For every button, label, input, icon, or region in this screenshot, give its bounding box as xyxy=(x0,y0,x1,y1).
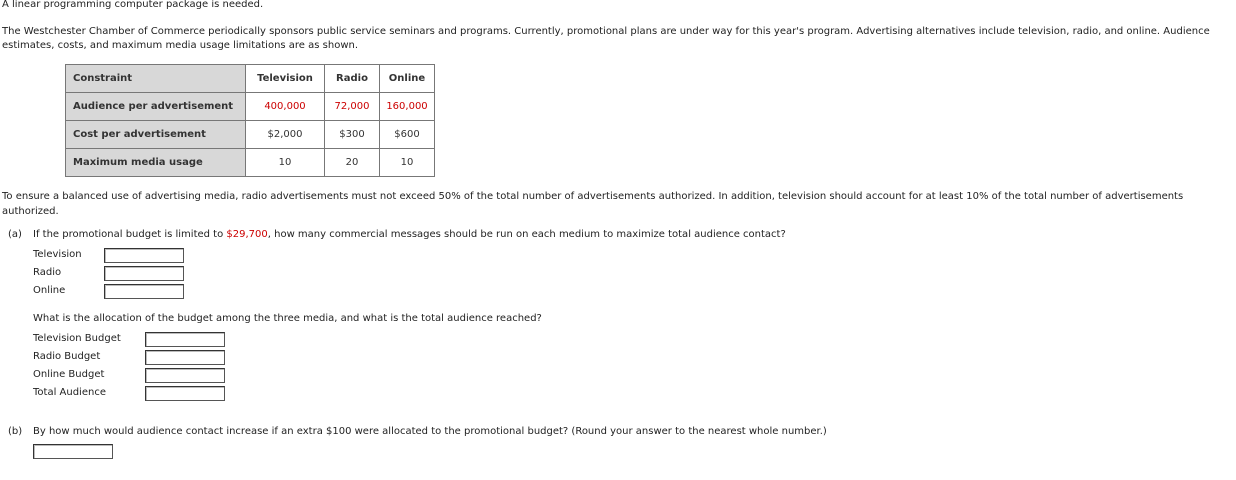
television-budget-input[interactable] xyxy=(145,332,225,347)
cost-television: $2,000 xyxy=(246,121,325,149)
audience-television: 400,000 xyxy=(246,93,325,121)
row-label-cost: Cost per advertisement xyxy=(66,121,246,149)
total-audience-input[interactable] xyxy=(145,386,225,401)
table-row xyxy=(66,93,435,121)
cost-online: $600 xyxy=(380,121,435,149)
problem-description: The Westchester Chamber of Commerce periodically sponsors public service seminars and programs. Currently, promotional plans are under way for this year's program. Advertising alternatives include television, radio, and online. Audience estimates, costs, and maximum media usage limitations are as shown. xyxy=(2,26,1210,51)
table-header-row xyxy=(66,65,435,93)
part-a-question-post: , how many commercial messages should be run on each medium to maximize total audience contact? xyxy=(267,229,786,240)
audience-online: 160,000 xyxy=(380,93,435,121)
row-label-audience: Audience per advertisement xyxy=(66,93,246,121)
table-header-online: Online xyxy=(380,65,435,93)
max-television: 10 xyxy=(246,149,325,177)
online-count-input[interactable] xyxy=(104,284,184,299)
online-label: Online xyxy=(33,285,66,296)
television-budget-label: Television Budget xyxy=(33,333,121,344)
table-row xyxy=(66,149,435,177)
table-header-television: Television xyxy=(246,65,325,93)
constraints-description: To ensure a balanced use of advertising media, radio advertisements must not exceed 50% of the total number of advertisements authorized. In addition, television should account for at least 10% of the total number of advertisements authorized. xyxy=(2,191,1184,217)
television-label: Television xyxy=(33,249,82,260)
radio-count-input[interactable] xyxy=(104,266,184,281)
online-budget-input[interactable] xyxy=(145,368,225,383)
part-b-question: By how much would audience contact increase if an extra $100 were allocated to the promotional budget? (Round your answer to the nearest whole number.) xyxy=(33,426,827,437)
intro-text: A linear programming computer package is needed. xyxy=(2,0,264,10)
cost-radio: $300 xyxy=(325,121,380,149)
table-header-constraint: Constraint xyxy=(66,65,246,93)
media-table xyxy=(65,64,435,177)
online-budget-label: Online Budget xyxy=(33,369,105,380)
max-online: 10 xyxy=(380,149,435,177)
budget-value: $29,700 xyxy=(226,229,268,240)
max-radio: 20 xyxy=(325,149,380,177)
radio-budget-label: Radio Budget xyxy=(33,351,101,362)
row-label-max-usage: Maximum media usage xyxy=(66,149,246,177)
part-a-marker: (a) xyxy=(8,229,22,240)
table-row xyxy=(66,121,435,149)
radio-budget-input[interactable] xyxy=(145,350,225,365)
part-b-marker: (b) xyxy=(8,426,23,437)
budget-allocation-question: What is the allocation of the budget among the three media, and what is the total audience reached? xyxy=(33,313,542,324)
part-a-question-pre: If the promotional budget is limited to xyxy=(33,229,227,240)
audience-radio: 72,000 xyxy=(325,93,380,121)
radio-label: Radio xyxy=(33,267,62,278)
total-audience-label: Total Audience xyxy=(33,387,106,398)
audience-increase-input[interactable] xyxy=(33,444,113,459)
part-a-question xyxy=(33,229,786,240)
television-count-input[interactable] xyxy=(104,248,184,263)
table-header-radio: Radio xyxy=(325,65,380,93)
